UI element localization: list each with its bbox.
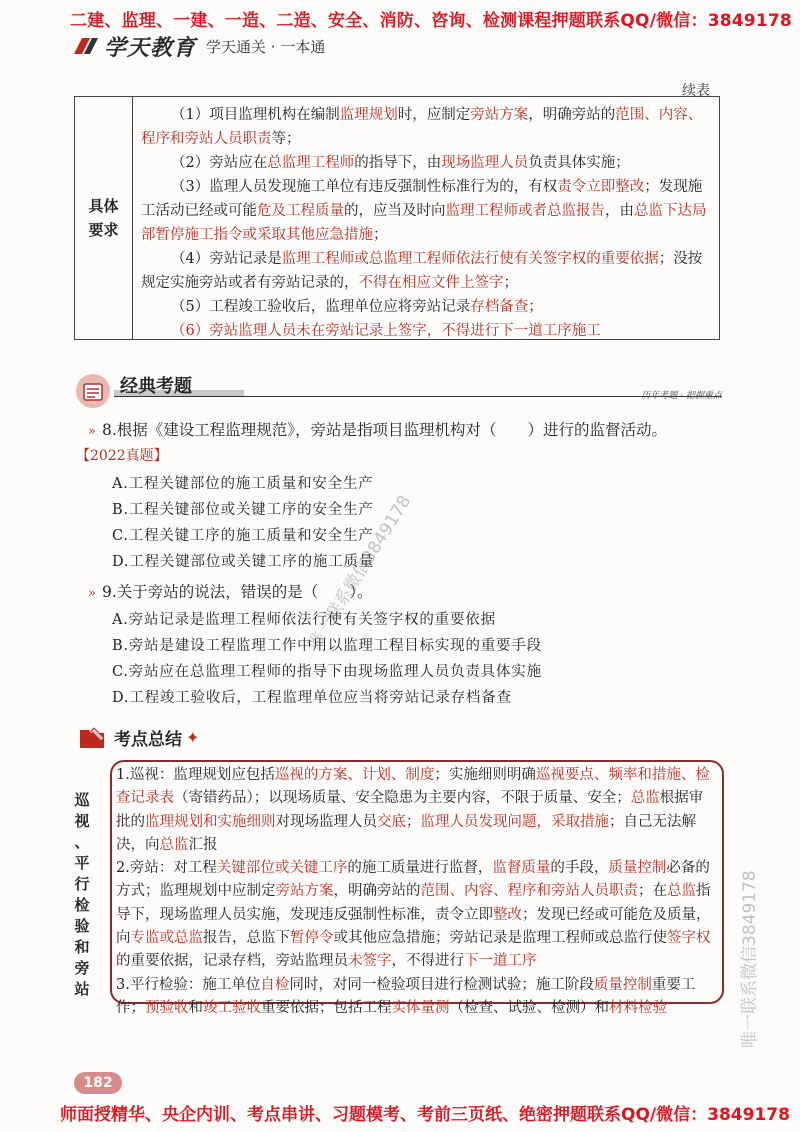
summary-side-label <box>70 790 94 1000</box>
body-text: 1.巡视：监理规划应包括 <box>116 767 275 783</box>
body-text: （3）监理人员发现施工单位有违反强制性标准行为的，有权 <box>171 179 558 195</box>
body-text: ；发现施工活动已经或可能 <box>141 179 703 219</box>
option: C.旁站应在总监理工程师的指导下由现场监理人员负责具体实施 <box>112 664 542 680</box>
section-header-rule <box>114 396 722 397</box>
highlight-text: 责令立即整改 <box>557 179 645 195</box>
body-text: ；自己无法解决，向 <box>116 813 696 853</box>
top-banner: 二建、监理、一建、一造、二造、安全、消防、咨询、检测课程押题联系QQ/微信：3849178 <box>70 11 792 31</box>
body-text: 重要工作； <box>116 976 696 1016</box>
body-text: 的，应当及时向 <box>344 203 446 219</box>
requirement-item <box>141 103 713 151</box>
section-right-tag: 历年考题 · 把握重点 <box>641 391 722 401</box>
side-label-char: 验 <box>74 917 90 935</box>
highlight-text: 范围、内容、程序和旁站人员职责 <box>420 883 638 900</box>
highlight-text: 总监下达局部暂停施工指令或采取其他应急措施 <box>141 203 707 243</box>
side-label-char: 平 <box>74 854 90 872</box>
body-text: ； <box>503 275 518 291</box>
highlight-text: 现场监理人员 <box>441 155 529 171</box>
body-text: ； <box>406 813 421 830</box>
highlight-text: 不得在相应文件上签字 <box>358 275 504 291</box>
highlight-text: 监督质量 <box>492 860 551 877</box>
side-label-char: 、 <box>74 833 90 851</box>
body-text: 必备的方式；监理规划中应制定 <box>116 860 710 900</box>
body-text: 的手段， <box>550 860 609 877</box>
body-text: ；在 <box>638 883 667 900</box>
body-text: ；实施细则明确 <box>434 767 536 783</box>
option: A.旁站记录是监理工程师依法行使有关签字权的重要依据 <box>112 612 496 628</box>
highlight-text: 专监或总监 <box>130 930 203 947</box>
body-text: （5）工程竣工验收后，监理单位应将旁站记录 <box>171 299 471 315</box>
body-text: ；没按规定实施旁站或者有旁站记录的， <box>141 251 703 291</box>
requirements-header-line: 要求 <box>88 221 119 239</box>
highlight-text: 总监理工程师 <box>267 155 355 171</box>
question-stem <box>88 418 667 440</box>
option: B.工程关键部位或关键工序的安全生产 <box>112 502 374 518</box>
highlight-text: 整改 <box>493 906 522 923</box>
body-text: ，不得进行 <box>391 953 464 970</box>
highlight-text: 预验收 <box>145 999 189 1016</box>
requirement-item <box>141 319 713 343</box>
highlight-text: （6）旁站监理人员未在旁站记录上签字，不得进行下一道工序施工 <box>171 323 601 339</box>
body-text: 的指导下，由 <box>354 155 442 171</box>
highlight-text: 监理规划 <box>339 107 398 123</box>
section-title: 经典考题 <box>120 376 192 397</box>
page-number: 182 <box>74 1072 122 1094</box>
folder-pencil-icon <box>78 724 108 750</box>
highlight-text: 危及工程质量 <box>257 203 344 219</box>
highlight-text: 监理工程师或总监理工程师依法行使有关签字权的重要依据 <box>281 251 659 267</box>
side-label-char: 检 <box>74 896 90 914</box>
brand <box>72 32 325 60</box>
body-text: 负责具体实施； <box>528 155 630 171</box>
highlight-text: 旁站方案 <box>275 883 334 900</box>
watermark: 唯一联系微信3849178 <box>304 491 416 654</box>
highlight-text: 暂停令 <box>290 930 334 947</box>
body-text: （1）项目监理机构在编制 <box>171 107 340 123</box>
watermark: 唯一联系微信3849178 <box>740 870 760 1048</box>
side-label-char: 旁 <box>74 959 90 977</box>
highlight-text: 总监 <box>159 836 189 853</box>
body-text: ，明确旁站的 <box>333 883 421 900</box>
question-stem-text: 8.根据《建设工程监理规范》，旁站是指项目监理机构对（ ）进行的监督活动。 <box>101 421 668 439</box>
highlight-text: 下一道工序 <box>464 953 537 970</box>
exam-book-icon <box>74 372 112 410</box>
body-text: 等； <box>271 131 301 147</box>
highlight-text: 旁站方案 <box>470 107 529 123</box>
highlight-text: 监理人员发现问题，采取措施 <box>420 813 609 830</box>
body-text: ，明确旁站的 <box>528 107 616 123</box>
body-text: ； <box>373 227 388 243</box>
requirement-item <box>141 247 713 295</box>
highlight-text: 质量控制 <box>593 976 652 993</box>
highlight-text: 质量控制 <box>608 860 667 877</box>
requirement-item <box>141 151 713 175</box>
year-tag: 【2022真题】 <box>76 448 168 464</box>
summary-body <box>116 764 716 1020</box>
body-text: ； <box>528 299 543 315</box>
body-text: 根据审批的 <box>116 790 704 830</box>
body-text: ；发现已经或可能危及质量，向 <box>116 906 711 947</box>
arrow-icon: » <box>88 424 96 439</box>
side-label-char: 视 <box>74 812 90 830</box>
requirements-body <box>141 103 713 343</box>
requirements-header <box>75 97 133 339</box>
option: B.旁站是建设工程监理工作中用以监理工程目标实现的重要手段 <box>112 638 542 654</box>
body-text: 报告，总监下 <box>203 930 290 947</box>
summary-title: 考点总结 <box>114 729 182 750</box>
brand-logo-icon <box>72 34 100 58</box>
highlight-text: 实体量测 <box>391 999 450 1016</box>
requirements-header-line: 具体 <box>88 197 119 215</box>
brand-name: 学天教育 <box>104 35 197 61</box>
highlight-text: 签字权 <box>667 930 711 947</box>
body-text: 汇报 <box>188 836 218 853</box>
option: A.工程关键部位的施工质量和安全生产 <box>112 476 374 492</box>
highlight-text: 材料检验 <box>609 999 667 1016</box>
highlight-text: 存档备查 <box>470 299 529 315</box>
option: C.工程关键工序的施工质量和安全生产 <box>112 528 374 544</box>
question-stem-text: 9.关于旁站的说法，错误的是（ ）。 <box>101 583 373 601</box>
summary-header <box>78 724 199 750</box>
summary-paragraph <box>116 764 716 857</box>
body-text: 或其他应急措施；旁站记录是监理工程师或总监行使 <box>333 930 667 947</box>
summary-paragraph <box>116 857 716 973</box>
requirements-table <box>74 96 720 340</box>
brand-slogan: 学天通关 · 一本通 <box>206 37 326 56</box>
highlight-text: 巡视的方案、计划、制度 <box>274 767 435 783</box>
side-label-char: 巡 <box>74 791 90 809</box>
body-text: 时，应制定 <box>397 107 471 123</box>
arrow-icon: » <box>88 586 96 601</box>
continued-label: 续表 <box>682 83 710 99</box>
side-label-char: 站 <box>74 980 90 998</box>
highlight-text: 竣工验收 <box>203 999 261 1016</box>
highlight-text: 巡视要点、频率和措施、检查记录表 <box>116 767 710 807</box>
requirement-item <box>141 295 713 319</box>
body-text: 的施工质量进行监督， <box>347 860 493 877</box>
highlight-text: 关键部位或关键工序 <box>216 860 348 877</box>
body-text: 和 <box>188 999 203 1016</box>
highlight-text: 交底 <box>377 813 406 830</box>
section-header <box>74 370 724 410</box>
highlight-text: 未签字 <box>348 953 392 970</box>
body-text: 的重要依据，记录存档，旁站监理员 <box>116 953 348 970</box>
body-text: ，由 <box>605 203 634 219</box>
highlight-text: 总监 <box>630 790 660 807</box>
body-text: （检查、试验、检测）和 <box>449 999 609 1016</box>
summary-paragraph <box>116 974 716 1021</box>
highlight-text: 总监 <box>667 883 696 900</box>
option: D.工程关键部位或关键工序的施工质量 <box>112 554 375 570</box>
body-text: （4）旁站记录是 <box>171 251 282 267</box>
requirement-item <box>141 175 713 247</box>
bottom-banner: 师面授精华、央企内训、考点串讲、习题模考、考前三页纸、绝密押题联系QQ/微信：3849178 <box>60 1105 790 1125</box>
body-text: 3.平行检验：施工单位 <box>116 976 261 993</box>
sparkle-icon: ✦ <box>186 727 200 747</box>
body-text: 同时，对同一检验项目进行检测试验；施工阶段 <box>289 976 594 993</box>
body-text: 2.旁站：对工程 <box>116 860 217 877</box>
highlight-text: 自检 <box>260 976 290 993</box>
side-label-char: 行 <box>74 875 90 893</box>
body-text: 对现场监理人员 <box>275 813 377 830</box>
body-text: （寄错药品）；以现场质量、安全隐患为主要内容，不限于质量、安全； <box>174 790 631 807</box>
side-label-char: 和 <box>74 938 90 956</box>
body-text: 重要依据；包括工程 <box>261 999 392 1016</box>
highlight-text: 范围、内容、程序和旁站人员职责 <box>141 107 703 147</box>
highlight-text: 监理工程师或者总监报告 <box>445 203 605 219</box>
body-text: （2）旁站应在 <box>171 155 268 171</box>
option: D.工程竣工验收后，工程监理单位应当将旁站记录存档备查 <box>112 690 512 706</box>
highlight-text: 监理规划和实施细则 <box>145 813 276 830</box>
body-text: 指导下，现场监理人员实施，发现违反强制性标准，责令立即 <box>116 883 711 923</box>
